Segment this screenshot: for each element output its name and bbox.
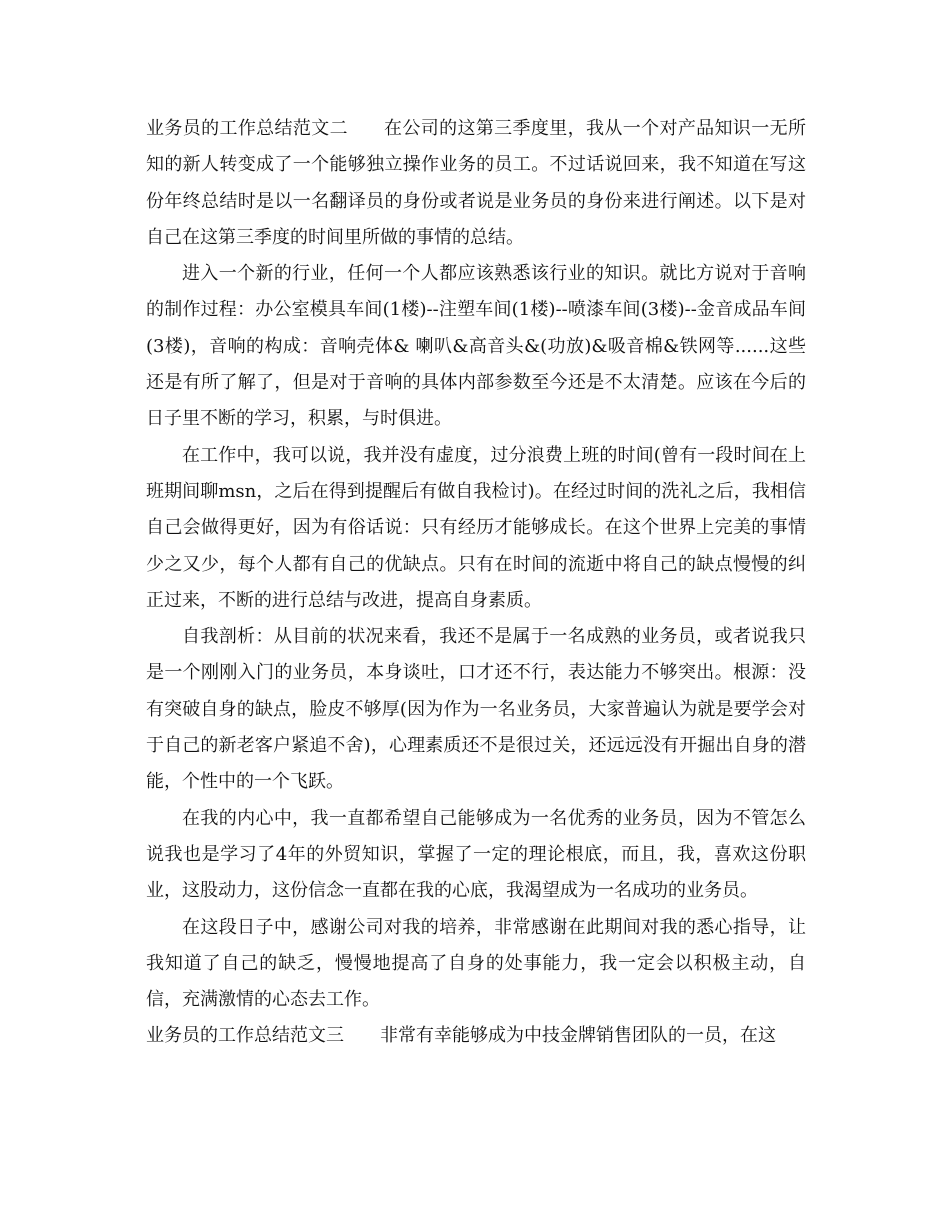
section-3-start bbox=[146, 1018, 806, 1054]
body-paragraph: 在这段日子中，感谢公司对我的培养，非常感谢在此期间对我的悉心指导，让我知道了自己的缺乏，慢慢地提高了自身的处事能力，我一定会以积极主动，自信，充满激情的心态去工作。 bbox=[146, 916, 806, 1011]
body-paragraph: 在工作中，我可以说，我并没有虚度，过分浪费上班的时间(曾有一段时间在上班期间聊msn，之后在得到提醒后有做自我检讨)。在经过时间的洗礼之后，我相信自己会做得更好，因为有俗话说：只有经历才能够成长。在这个世界上完美的事情少之又少，每个人都有自己的优缺点。只有在时间的流逝中将自己的缺点慢慢的纠正过来，不断的进行总结与改进，提高自身素质。 bbox=[146, 444, 806, 611]
section-heading: 业务员的工作总结范文二 bbox=[146, 118, 348, 139]
section-intro-text: 非常有幸能够成为中技金牌销售团队的一员，在这 bbox=[380, 1025, 776, 1047]
body-paragraph: 自我剖析：从目前的状况来看，我还不是属于一名成熟的业务员，或者说我只是一个刚刚入门的业务员，本身谈吐，口才还不行，表达能力不够突出。根源：没有突破自身的缺点，脸皮不够厚(因为作为一名业务员，大家普遍认为就是要学会对于自己的新老客户紧追不舍)，心理素质还不是很过关，还远远没有开掘出自身的潜能，个性中的一个飞跃。 bbox=[146, 626, 806, 793]
section-intro-text: 在公司的这第三季度里，我从一个对产品知识一无所知的新人转变成了一个能够独立操作业务的员工。不过话说回来，我不知道在写这份年终总结时是以一名翻译员的身份或者说是业务员的身份来进行阐述。以下是对自己在这第三季度的时间里所做的事情的总结。 bbox=[146, 118, 806, 248]
body-paragraph: 进入一个新的行业，任何一个人都应该熟悉该行业的知识。就比方说对于音响的制作过程：办公室模具车间(1楼)--注塑车间(1楼)--喷漆车间(3楼)--金音成品车间(3楼)，音响的构成：音响壳体& 喇叭&高音头&(功放)&吸音棉&铁网等......这些还是有所了解了，但是对于音响的具体内部参数至今还是不太清楚。应该在今后的日子里不断的学习，积累，与时俱进。 bbox=[146, 263, 807, 430]
section-heading: 业务员的工作总结范文三 bbox=[146, 1025, 344, 1047]
section-2-start bbox=[146, 111, 806, 256]
document-body bbox=[146, 111, 806, 1055]
body-paragraph: 在我的内心中，我一直都希望自己能够成为一名优秀的业务员，因为不管怎么说我也是学习了4年的外贸知识，掌握了一定的理论根底，而且，我，喜欢这份职业，这股动力，这份信念一直都在我的心底，我渴望成为一名成功的业务员。 bbox=[146, 807, 806, 902]
